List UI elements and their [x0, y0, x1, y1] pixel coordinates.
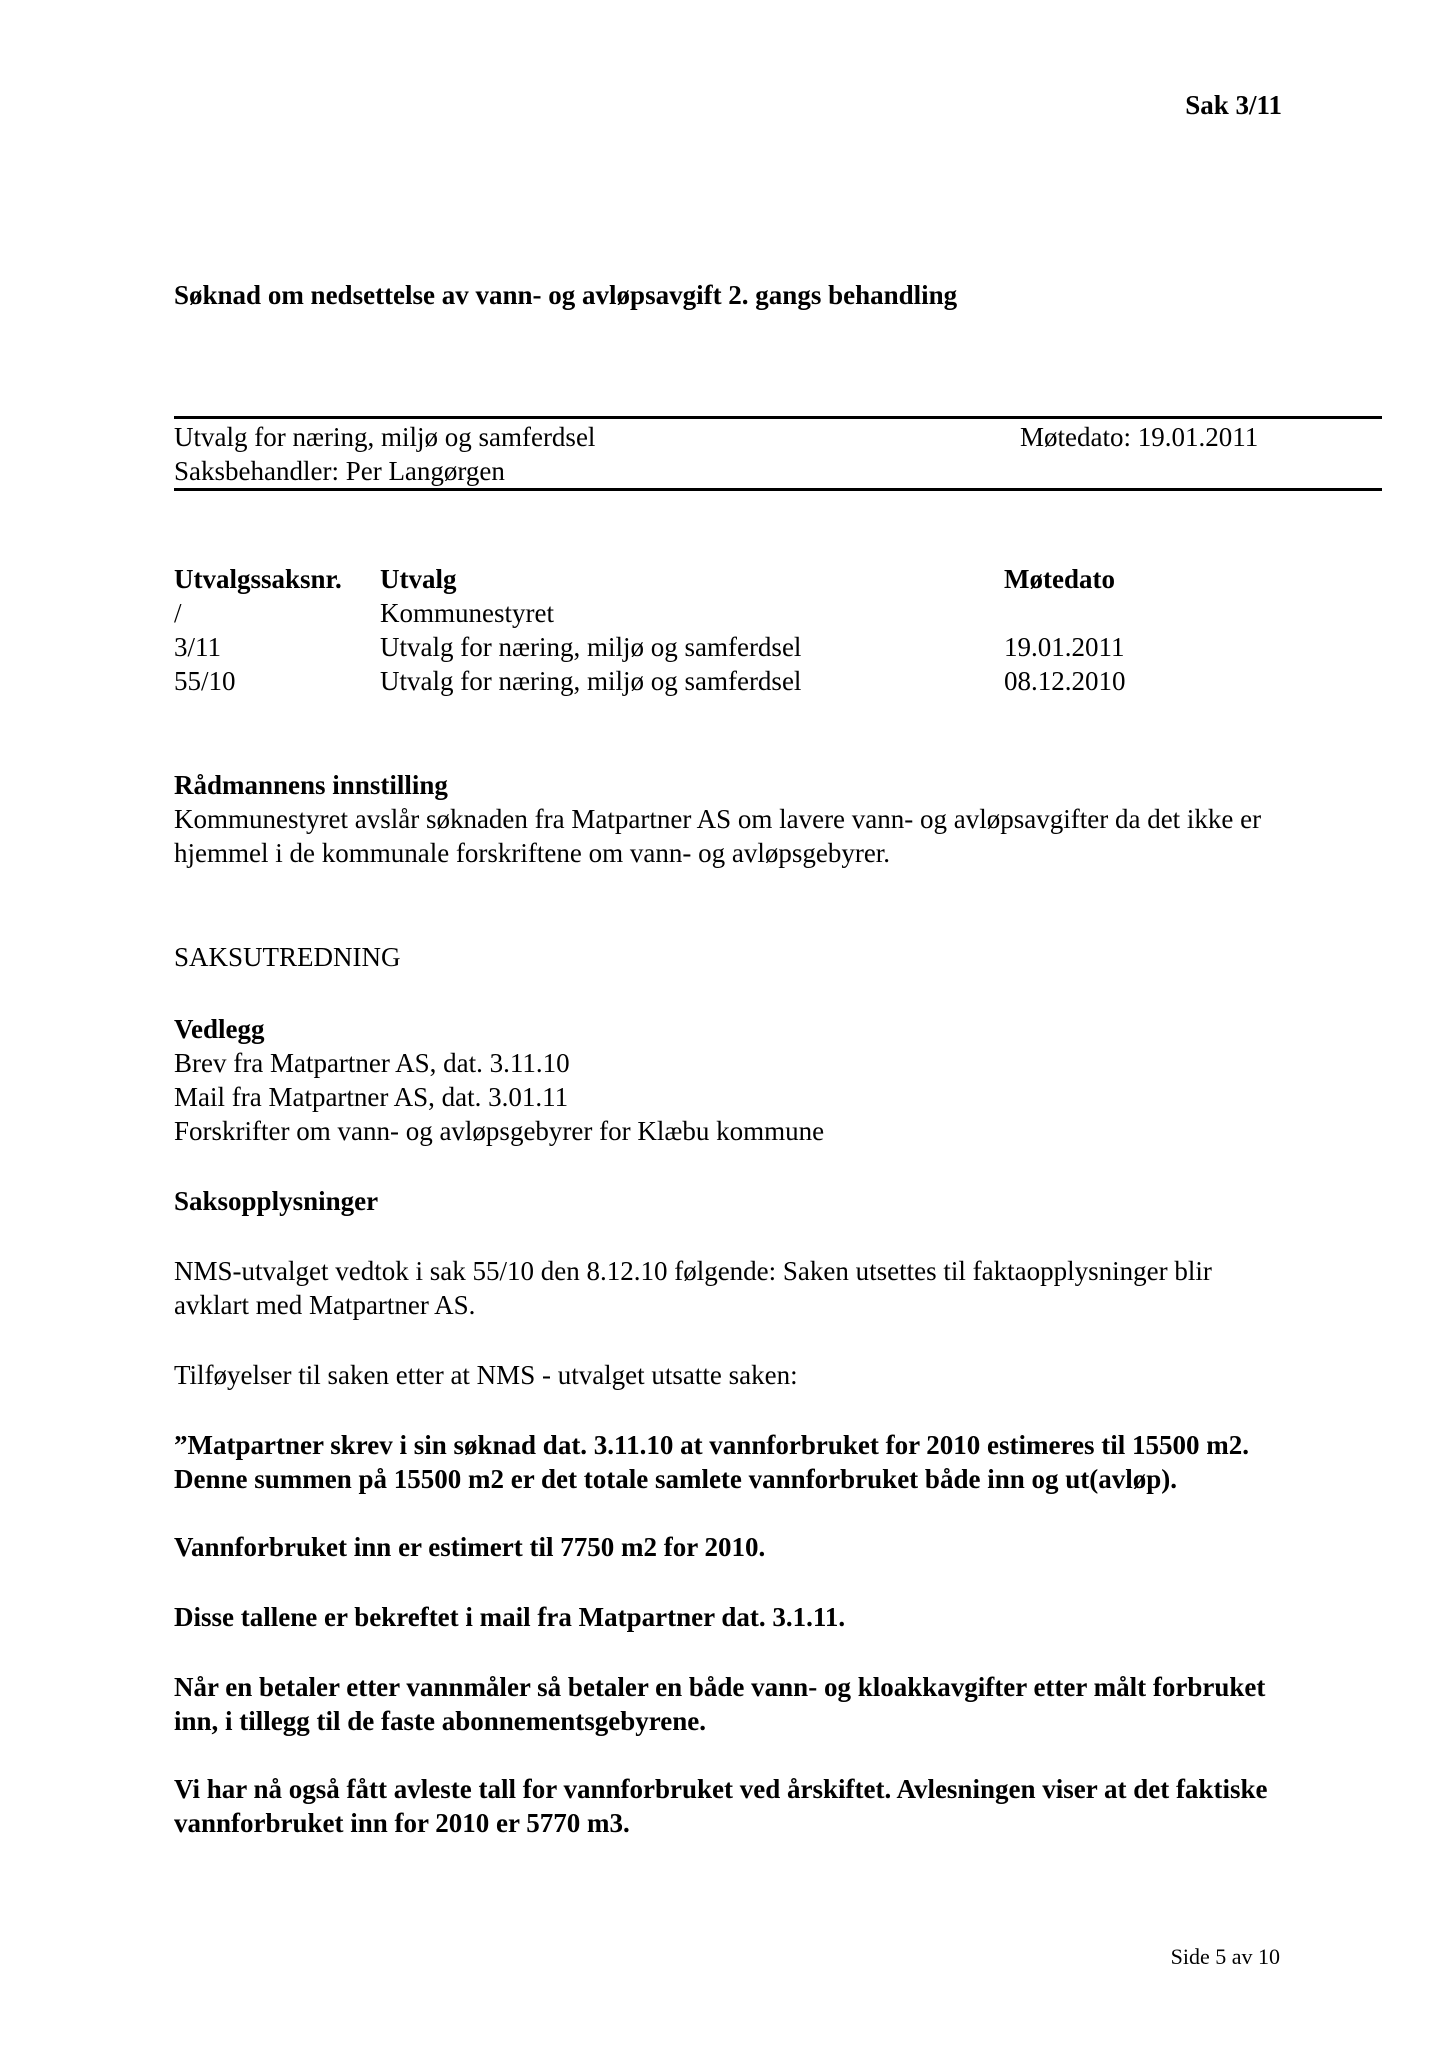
- committee-name: Utvalg for næring, miljø og samferdsel: [174, 422, 596, 452]
- case-info-heading: Saksopplysninger: [174, 1186, 379, 1216]
- table-cell-date: 19.01.2011: [1004, 632, 1125, 662]
- table-row: [174, 596, 1174, 630]
- case-officer: Saksbehandler: Per Langørgen: [174, 456, 505, 486]
- table-cell-case-no: 3/11: [174, 632, 221, 662]
- table-row: [174, 664, 1174, 698]
- table-cell-date: 08.12.2010: [1004, 666, 1126, 696]
- list-item: Mail fra Matpartner AS, dat. 3.01.11: [174, 1082, 569, 1112]
- quoted-paragraph: ”Matpartner skrev i sin søknad dat. 3.11.10 at vannforbruket for 2010 estimeres til 15500 m2. Denne summen på 15500 m2 er det totale samlete vannforbruket både inn og ut(avløp).: [174, 1430, 1249, 1494]
- case-info-paragraph: NMS-utvalget vedtok i sak 55/10 den 8.12.10 følgende: Saken utsettes til faktaopplysninger blir avklart med Matpartner AS.: [174, 1256, 1212, 1320]
- section-heading: SAKSUTREDNING: [174, 942, 401, 972]
- table-header-date: Møtedato: [1004, 564, 1115, 594]
- recommendation-heading: Rådmannens innstilling: [174, 770, 448, 800]
- page-number: Side 5 av 10: [1170, 1944, 1280, 1969]
- quoted-paragraph: Vi har nå også fått avleste tall for vannforbruket ved årskiftet. Avlesningen viser at det faktiske vannforbruket inn for 2010 er 5770 m3.: [174, 1774, 1268, 1838]
- recommendation-text: Kommunestyret avslår søknaden fra Matpartner AS om lavere vann- og avløpsavgifter da det ikke er hjemmel i de kommunale forskriftene om vann- og avløpsgebyrer.: [174, 804, 1262, 868]
- table-cell-case-no: /: [174, 598, 182, 628]
- list-item: Brev fra Matpartner AS, dat. 3.11.10: [174, 1048, 570, 1078]
- header-rule-top: [174, 416, 1382, 419]
- header-rule-bottom: [174, 488, 1382, 491]
- table-header-case-no: Utvalgssaksnr.: [174, 564, 342, 594]
- attachments-list: [174, 1046, 1274, 1148]
- table-row: [174, 630, 1174, 664]
- table-header-row: [174, 562, 1174, 596]
- table-cell-committee: Utvalg for næring, miljø og samferdsel: [380, 666, 802, 696]
- table-cell-case-no: 55/10: [174, 666, 236, 696]
- table-cell-committee: Utvalg for næring, miljø og samferdsel: [380, 632, 802, 662]
- quoted-paragraph: Vannforbruket inn er estimert til 7750 m2 for 2010.: [174, 1532, 766, 1562]
- list-item: Forskrifter om vann- og avløpsgebyrer for Klæbu kommune: [174, 1116, 825, 1146]
- case-info-paragraph: Tilføyelser til saken etter at NMS - utvalget utsatte saken:: [174, 1360, 798, 1390]
- case-history-table: [174, 562, 1174, 698]
- table-header-committee: Utvalg: [380, 564, 457, 594]
- attachments-heading: Vedlegg: [174, 1014, 265, 1044]
- quoted-paragraph: Disse tallene er bekreftet i mail fra Matpartner dat. 3.1.11.: [174, 1602, 846, 1632]
- document-title: Søknad om nedsettelse av vann- og avløpsavgift 2. gangs behandling: [174, 280, 958, 310]
- case-number-label: Sak 3/11: [1185, 90, 1282, 120]
- meeting-date: Møtedato: 19.01.2011: [1020, 422, 1259, 452]
- quoted-paragraph: Når en betaler etter vannmåler så betaler en både vann- og kloakkavgifter etter målt forbruket inn, i tillegg til de faste abonnementsgebyrene.: [174, 1672, 1266, 1736]
- table-cell-committee: Kommunestyret: [380, 598, 554, 628]
